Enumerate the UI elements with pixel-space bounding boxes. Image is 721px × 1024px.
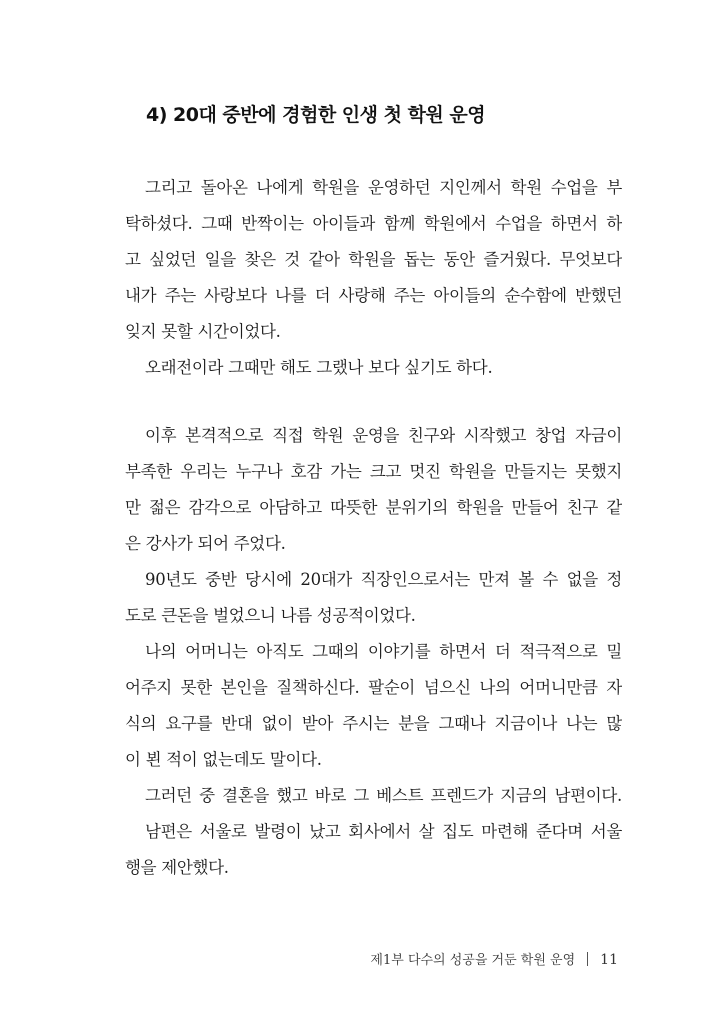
text-line: 오래전이라 그때만 해도 그랬나 보다 싶기도 하다.	[145, 358, 493, 377]
page-footer	[370, 949, 618, 968]
text-line: 고 싶었던 일을 찾은 것 같아 학원을 돕는 동안 즐거웠다. 무엇보다	[125, 250, 622, 269]
text-line: 잊지 못할 시간이었다.	[125, 322, 281, 341]
page-number: 11	[600, 952, 618, 968]
section-heading: 4) 20대 중반에 경험한 인생 첫 학원 운영	[146, 104, 486, 126]
text-line: 도로 큰돈을 벌었으니 나름 성공적이었다.	[125, 606, 416, 625]
text-line: 남편은 서울로 발령이 났고 회사에서 살 집도 마련해 준다며 서울	[145, 822, 622, 841]
text-line: 내가 주는 사랑보다 나를 더 사랑해 주는 아이들의 순수함에 반했던	[125, 286, 622, 305]
text-line: 90년도 중반 당시에 20대가 직장인으로서는 만져 볼 수 없을 정	[145, 570, 622, 589]
text-line: 탁하셨다. 그때 반짝이는 아이들과 함께 학원에서 수업을 하면서 하	[125, 214, 622, 233]
text-line: 은 강사가 되어 주었다.	[125, 534, 286, 553]
running-title: 제1부 다수의 성공을 거둔 학원 운영	[370, 953, 576, 968]
paragraph-block-2	[125, 418, 622, 886]
text-line: 그러던 중 결혼을 했고 바로 그 베스트 프렌드가 지금의 남편이다.	[145, 786, 622, 805]
text-line: 부족한 우리는 누구나 호감 가는 크고 멋진 학원을 만들지는 못했지	[125, 462, 622, 481]
text-line: 어주지 못한 본인을 질책하신다. 팔순이 넘으신 나의 어머니만큼 자	[125, 678, 622, 697]
text-line: 그리고 돌아온 나에게 학원을 운영하던 지인께서 학원 수업을 부	[145, 178, 622, 197]
text-line: 행을 제안했다.	[125, 858, 229, 877]
paragraph-block-1	[125, 170, 622, 386]
text-line: 만 젊은 감각으로 아담하고 따뜻한 분위기의 학원을 만들어 친구 같	[125, 498, 622, 517]
text-line: 이 뵌 적이 없는데도 말이다.	[125, 750, 322, 769]
text-line: 나의 어머니는 아직도 그때의 이야기를 하면서 더 적극적으로 밀	[145, 642, 622, 661]
text-line: 식의 요구를 반대 없이 받아 주시는 분을 그때나 지금이나 나는 많	[125, 714, 622, 733]
text-line: 이후 본격적으로 직접 학원 운영을 친구와 시작했고 창업 자금이	[145, 426, 622, 445]
footer-divider	[587, 952, 588, 966]
